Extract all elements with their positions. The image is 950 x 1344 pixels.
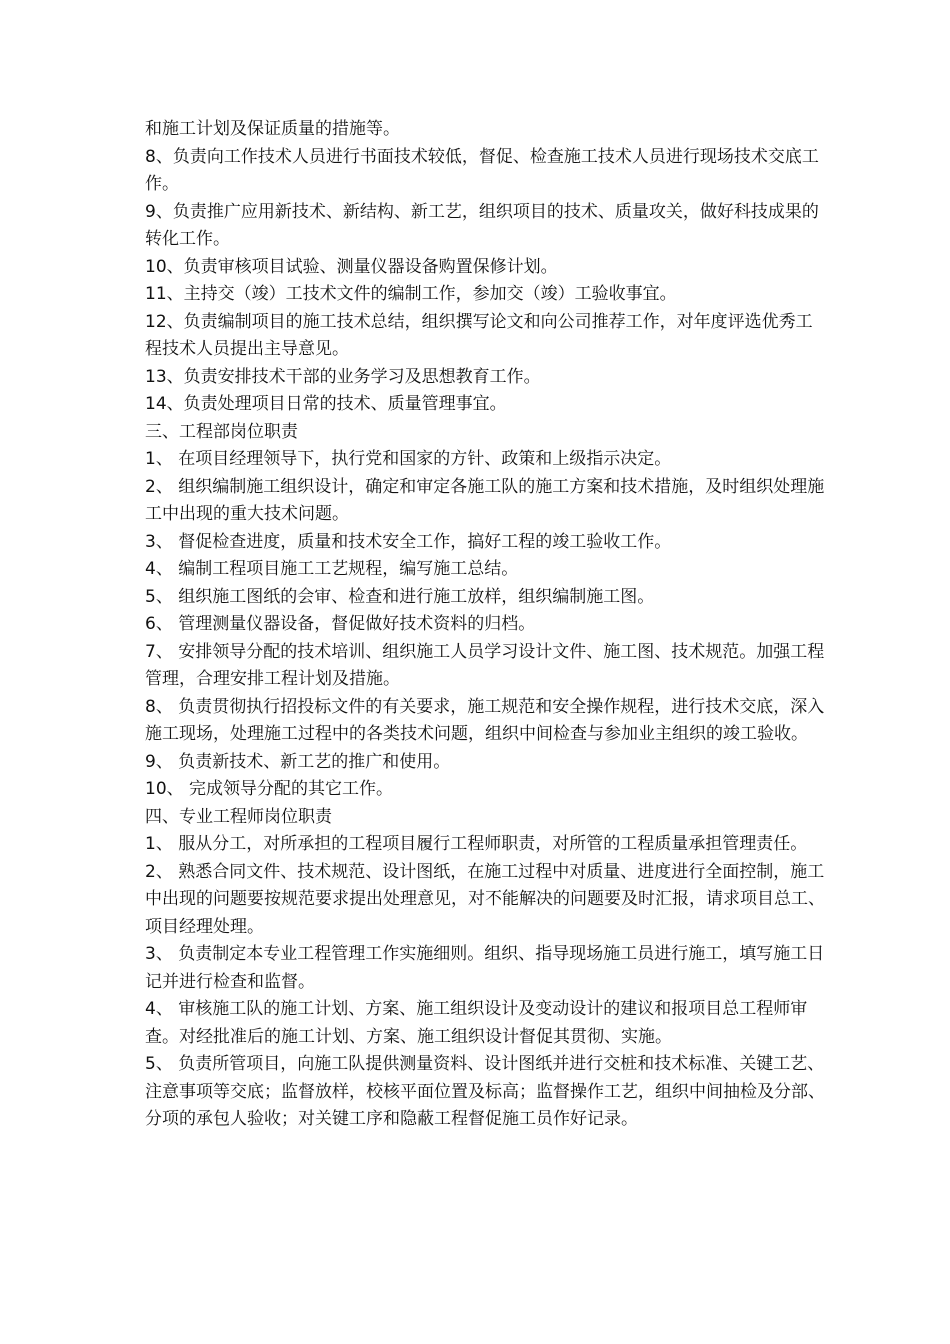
paragraph-eng-item-4: 4、 编制工程项目施工工艺规程，编写施工总结。 (145, 559, 519, 579)
paragraph-item-14-daily-matters: 14、负责处理项目日常的技术、质量管理事宜。 (145, 394, 507, 414)
paragraph-eng-item-2: 2、 组织编制施工组织设计，确定和审定各施工队的施工方案和技术措施，及时组织处理施工中出现的重大技术问题。 (145, 476, 825, 524)
paragraph-item-9-new-technology: 9、负责推广应用新技术、新结构、新工艺，组织项目的技术、质量攻关，做好科技成果的转化工作。 (145, 201, 819, 249)
paragraph-eng-item-6: 6、 管理测量仪器设备，督促做好技术资料的归档。 (145, 614, 536, 634)
paragraph-eng-item-8: 8、 负责贯彻执行招投标文件的有关要求，施工规范和安全操作规程，进行技术交底，深入施工现场，处理施工过程中的各类技术问题，组织中间检查与参加业主组织的竣工验收。 (145, 696, 825, 744)
paragraph-spec-item-2: 2、 熟悉合同文件、技术规范、设计图纸，在施工过程中对质量、进度进行全面控制，施工中出现的问题要按规范要求提出处理意见，对不能解决的问题要及时汇报，请求项目总工、项目经理处理。 (145, 861, 825, 937)
paragraph-item-11-completion-docs: 11、主持交（竣）工技术文件的编制工作，参加交（竣）工验收事宜。 (145, 284, 677, 304)
document-body (145, 116, 825, 1134)
section-heading-specialist-engineer: 四、专业工程师岗位职责 (145, 806, 332, 827)
paragraph-eng-item-5: 5、 组织施工图纸的会审、检查和进行施工放样，组织编制施工图。 (145, 586, 655, 607)
paragraph-eng-item-1: 1、 在项目经理领导下，执行党和国家的方针、政策和上级指示决定。 (145, 449, 672, 469)
paragraph-item-13-staff-study: 13、负责安排技术干部的业务学习及思想教育工作。 (145, 366, 541, 387)
paragraph-continuation: 和施工计划及保证质量的措施等。 (145, 119, 400, 139)
paragraph-item-12-technical-summary: 12、负责编制项目的施工技术总结，组织撰写论文和向公司推荐工作，对年度评选优秀工程技术人员提出主导意见。 (145, 311, 813, 359)
paragraph-spec-item-3: 3、 负责制定本专业工程管理工作实施细则。组织、指导现场施工员进行施工，填写施工日记并进行检查和监督。 (145, 944, 825, 992)
paragraph-eng-item-9: 9、 负责新技术、新工艺的推广和使用。 (145, 751, 451, 772)
paragraph-item-10-equipment-plan: 10、负责审核项目试验、测量仪器设备购置保修计划。 (145, 256, 558, 277)
paragraph-eng-item-7: 7、 安排领导分配的技术培训、组织施工人员学习设计文件、施工图、技术规范。加强工程管理，合理安排工程计划及措施。 (145, 641, 825, 689)
paragraph-eng-item-3: 3、 督促检查进度，质量和技术安全工作，搞好工程的竣工验收工作。 (145, 531, 672, 552)
paragraph-eng-item-10: 10、 完成领导分配的其它工作。 (145, 779, 394, 799)
section-heading-engineering-dept: 三、工程部岗位职责 (145, 421, 298, 442)
paragraph-spec-item-5: 5、 负责所管项目，向施工队提供测量资料、设计图纸并进行交桩和技术标准、关键工艺、注意事项等交底；监督放样，校核平面位置及标高；监督操作工艺，组织中间抽检及分部、分项的承包人验收；对关键工序和隐蔽工程督促施工员作好记录。 (145, 1054, 825, 1129)
paragraph-spec-item-4: 4、 审核施工队的施工计划、方案、施工组织设计及变动设计的建议和报项目总工程师审查。对经批准后的施工计划、方案、施工组织设计督促其贯彻、实施。 (145, 999, 808, 1047)
paragraph-item-8-written-disclosure: 8、负责向工作技术人员进行书面技术较低，督促、检查施工技术人员进行现场技术交底工作。 (145, 146, 819, 194)
paragraph-spec-item-1: 1、 服从分工，对所承担的工程项目履行工程师职责，对所管的工程质量承担管理责任。 (145, 834, 808, 854)
